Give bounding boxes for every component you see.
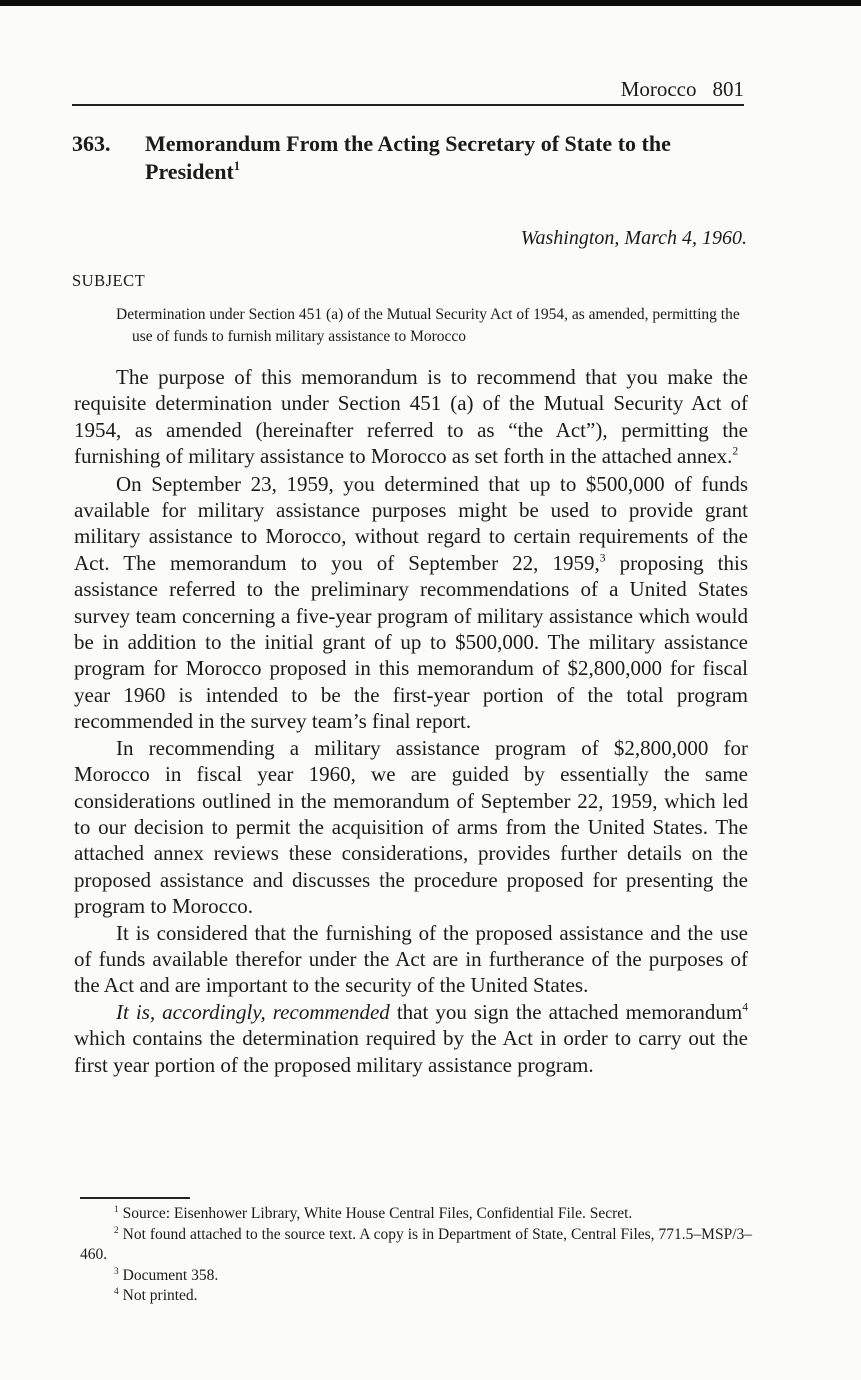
footnote-2-text: Not found attached to the source text. A copy is in Department of State, Central Files, 771.5–MSP/3–460. <box>80 1225 752 1263</box>
footnote-1-mark: 1 <box>114 1205 119 1216</box>
footnote-2-mark: 2 <box>114 1225 119 1236</box>
footnote-4-mark: 4 <box>114 1287 119 1298</box>
footnote-1-text: Source: Eisenhower Library, White House Central Files, Confidential File. Secret. <box>122 1205 633 1222</box>
footnote-2 <box>80 1225 752 1266</box>
footnote-rule <box>80 1197 190 1199</box>
header-rule <box>72 104 744 106</box>
document-title <box>145 130 744 186</box>
paragraph-4: It is considered that the furnishing of the proposed assistance and the use of funds available therefor under the Act are in furtherance of the purposes of the Act and are important to the security of the United States. <box>74 920 748 998</box>
subject-text: Determination under Section 451 (a) of the Mutual Security Act of 1954, as amended, permitting the use of funds to furnish military assistance to Morocco <box>116 306 740 345</box>
paragraph-1-text: The purpose of this memorandum is to recommend that you make the requisite determination under Section 451 (a) of the Mutual Security Act of 1954, as amended (hereinafter referred to as “the Act”), permitting the furnishing of military assistance to Morocco as set forth in the attached annex. <box>74 365 748 469</box>
footnote-ref-3[interactable]: 3 <box>599 552 606 565</box>
document-heading <box>72 130 744 186</box>
footnote-4-text: Not printed. <box>122 1287 198 1304</box>
running-head <box>72 76 744 102</box>
memo-body <box>74 364 748 1078</box>
footnote-ref-4[interactable]: 4 <box>742 1001 748 1014</box>
paragraph-5-text-b: which contains the determination required by the Act in order to carry out the first year portion of the proposed military assistance program. <box>74 1026 748 1077</box>
paragraph-5-italic: It is, accordingly, recommended <box>116 999 390 1024</box>
paragraph-5-text-a: that you sign the attached memorandum <box>396 999 743 1024</box>
footnotes <box>80 1204 752 1307</box>
subject-label: SUBJECT <box>72 271 146 290</box>
paragraph-3: In recommending a military assistance program of $2,800,000 for Morocco in fiscal year 1960, we are guided by essentially the same considerations outlined in the memorandum of September 22, 1959, which led to our decision to permit the acquisition of arms from the United States. The attached annex reviews these considerations, provides further details on the proposed assistance and discusses the procedure proposed for presenting the program to Morocco. <box>74 735 748 919</box>
footnote-3 <box>80 1266 752 1287</box>
document-number: 363. <box>72 131 111 156</box>
paragraph-5 <box>74 999 748 1078</box>
page-top-border <box>0 0 861 6</box>
footnote-3-mark: 3 <box>114 1266 119 1277</box>
footnote-ref-2[interactable]: 2 <box>732 445 739 458</box>
footnote-3-text: Document 358. <box>122 1266 219 1284</box>
dateline: Washington, March 4, 1960. <box>520 227 747 249</box>
paragraph-2-text-b: proposing this assistance referred to the preliminary recommendations of a United States survey team concerning a five-year program of military assistance which would be in addition to the initial grant of up to $500,000. The military assistance program for Morocco proposed in this memorandum of $2,800,000 for fiscal year 1960 is intended to be the first-year portion of the total program recommended in the survey team’s final report. <box>74 550 749 734</box>
paragraph-2 <box>74 471 748 735</box>
page-number: 801 <box>712 77 744 101</box>
footnote-4 <box>80 1286 752 1307</box>
footnote-1 <box>80 1204 752 1225</box>
running-head-section: Morocco <box>620 77 697 101</box>
paragraph-2-text-a: On September 23, 1959, you determined that up to $500,000 of funds available for military assistance purposes might be used to provide grant military assistance to Morocco, without regard to certain requirements of the Act. The memorandum to you of September 22, 1959, <box>74 471 748 575</box>
paragraph-1 <box>74 364 748 470</box>
document-title-text: Memorandum From the Acting Secretary of State to the President <box>145 131 671 184</box>
footnote-ref-1[interactable]: 1 <box>233 158 240 173</box>
